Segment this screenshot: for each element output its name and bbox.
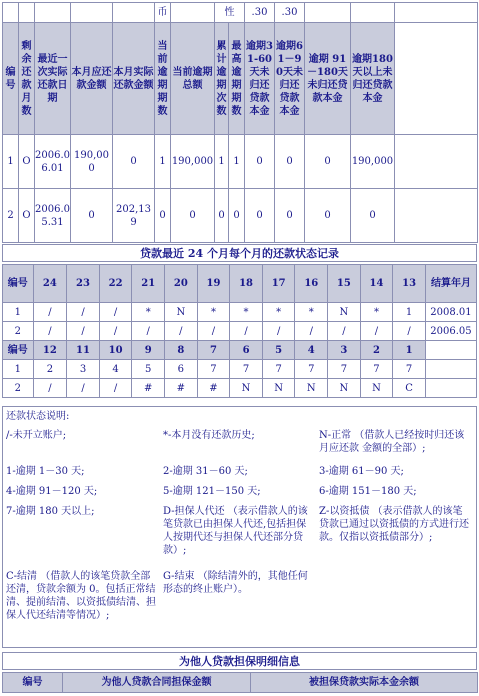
col-header: 9 bbox=[132, 341, 165, 360]
cell: N bbox=[262, 379, 295, 398]
cell: 0 bbox=[113, 135, 155, 189]
col-header: 累计逾期次数 bbox=[215, 23, 229, 135]
cell: / bbox=[393, 322, 426, 341]
cell: * bbox=[295, 303, 328, 322]
cell: 190,000 bbox=[171, 135, 215, 189]
col-header: 2 bbox=[360, 341, 393, 360]
col-header: 15 bbox=[328, 265, 361, 303]
overdue-header-row bbox=[3, 23, 478, 135]
col-header: 逾期61－90天未归还贷款本金 bbox=[275, 23, 305, 135]
legend-item: N-正常 （借款人已经按时归还该月应还款 金额的全部）; bbox=[319, 430, 465, 454]
cell: 2 bbox=[33, 360, 67, 379]
cell: 7 bbox=[262, 360, 295, 379]
col-header: 当前逾期期数 bbox=[155, 23, 171, 135]
col-header: 22 bbox=[99, 265, 132, 303]
col-header: 被担保贷款实际本金余额 bbox=[251, 673, 478, 693]
cell: / bbox=[33, 322, 67, 341]
cell: 2 bbox=[3, 189, 19, 243]
cell: / bbox=[33, 303, 67, 322]
col-header: 逾期 91－180天未归还贷款本金 bbox=[305, 23, 351, 135]
col-header: 为他人贷款合同担保金额 bbox=[63, 673, 251, 693]
cell: 2008.01 bbox=[425, 303, 476, 322]
col-header: 当前逾期总额 bbox=[171, 23, 215, 135]
col-header: 7 bbox=[197, 341, 230, 360]
legend-item: C-结清 （借款人的该笔贷款全部还清，贷款余额为 0。包括正常结清、提前结清、以资抵债结清、担保人代还结清等情况）; bbox=[6, 571, 156, 621]
strip-cell: .30 bbox=[245, 3, 275, 23]
cell: 0 bbox=[351, 189, 395, 243]
cell: 190,000 bbox=[71, 135, 113, 189]
legend-item: 4-逾期 91－120 天; bbox=[6, 486, 98, 497]
legend-item: 5-逾期 121－150 天; bbox=[163, 486, 261, 497]
cell: N bbox=[328, 379, 361, 398]
legend-item: Z-以资抵债 （表示借款人的该笔贷款已通过以资抵债的方式进行还款。仅指以资抵债部分）; bbox=[319, 506, 469, 543]
table-row bbox=[3, 303, 477, 322]
legend-title: 还款状态说明: bbox=[6, 411, 70, 422]
col-header: 本月实际还款金额 bbox=[113, 23, 155, 135]
col-header: 19 bbox=[197, 265, 230, 303]
cell: / bbox=[99, 322, 132, 341]
cell: * bbox=[197, 303, 230, 322]
guarantee-header-row bbox=[3, 673, 478, 693]
col-header: 20 bbox=[165, 265, 198, 303]
cell: 4 bbox=[99, 360, 132, 379]
top-strip-row bbox=[3, 3, 478, 23]
table-row bbox=[3, 379, 477, 398]
col-header: 21 bbox=[132, 265, 165, 303]
cell: * bbox=[262, 303, 295, 322]
cell: N bbox=[230, 379, 263, 398]
cell: / bbox=[165, 322, 198, 341]
cell: 190,000 bbox=[351, 135, 395, 189]
cell: 7 bbox=[197, 360, 230, 379]
cell: 0 bbox=[229, 189, 245, 243]
col-header: 16 bbox=[295, 265, 328, 303]
legend-item: 6-逾期 151－180 天; bbox=[319, 486, 417, 497]
table-row bbox=[3, 360, 477, 379]
cell: 3 bbox=[67, 360, 100, 379]
table-row bbox=[3, 189, 478, 243]
overdue-table bbox=[2, 2, 478, 243]
status-legend bbox=[2, 406, 477, 648]
cell: N bbox=[295, 379, 328, 398]
cell: 1 bbox=[3, 303, 34, 322]
col-header: 结算年月 bbox=[425, 265, 476, 303]
legend-item: G-结束 （除结清外的，其他任何形态的终止账户）。 bbox=[163, 571, 308, 595]
col-header: 编号 bbox=[3, 23, 19, 135]
col-header: 最近一次实际还款日期 bbox=[35, 23, 71, 135]
col-header: 8 bbox=[165, 341, 198, 360]
cell: 2006.06.01 bbox=[35, 135, 71, 189]
col-header: 6 bbox=[230, 341, 263, 360]
cell: / bbox=[295, 322, 328, 341]
cell: N bbox=[360, 379, 393, 398]
legend-item: *-本月没有还款历史; bbox=[163, 430, 255, 441]
cell: 0 bbox=[171, 189, 215, 243]
cell: * bbox=[132, 303, 165, 322]
col-header: 10 bbox=[99, 341, 132, 360]
cell: 6 bbox=[165, 360, 198, 379]
status-table bbox=[2, 264, 477, 398]
table-row bbox=[3, 322, 477, 341]
col-header: 编号 bbox=[3, 341, 34, 360]
cell: 1 bbox=[3, 360, 34, 379]
cell: 1 bbox=[155, 135, 171, 189]
cell: 7 bbox=[360, 360, 393, 379]
cell: # bbox=[197, 379, 230, 398]
cell: 202,139 bbox=[113, 189, 155, 243]
legend-item: 3-逾期 61－90 天; bbox=[319, 466, 404, 477]
strip-cell: .30 bbox=[275, 3, 305, 23]
cell: O bbox=[19, 189, 35, 243]
col-header: 23 bbox=[67, 265, 100, 303]
cell: 0 bbox=[305, 189, 351, 243]
cell: 0 bbox=[275, 135, 305, 189]
cell: # bbox=[165, 379, 198, 398]
col-header: 18 bbox=[230, 265, 263, 303]
status-header-row-2 bbox=[3, 341, 477, 360]
cell: / bbox=[197, 322, 230, 341]
cell: 7 bbox=[328, 360, 361, 379]
guarantee-section-title: 为他人贷款担保明细信息 bbox=[2, 652, 477, 670]
cell: 0 bbox=[245, 189, 275, 243]
cell: 0 bbox=[71, 189, 113, 243]
legend-item: 2-逾期 31－60 天; bbox=[163, 466, 248, 477]
cell: 2 bbox=[3, 322, 34, 341]
col-header: 编号 bbox=[3, 673, 63, 693]
strip-cell: 币 bbox=[155, 3, 171, 23]
legend-item: 1-逾期 1－30 天; bbox=[6, 466, 85, 477]
cell: 1 bbox=[229, 135, 245, 189]
col-header: 剩余还款月数 bbox=[19, 23, 35, 135]
cell: * bbox=[360, 303, 393, 322]
col-header: 4 bbox=[295, 341, 328, 360]
cell: N bbox=[328, 303, 361, 322]
cell: 1 bbox=[215, 135, 229, 189]
status-section-title: 贷款最近 24 个月每个月的还款状态记录 bbox=[2, 244, 477, 262]
col-header: 逾期31-60天未归还贷款本金 bbox=[245, 23, 275, 135]
col-header: 5 bbox=[262, 341, 295, 360]
cell: 1 bbox=[393, 303, 426, 322]
col-header: 14 bbox=[360, 265, 393, 303]
cell: 7 bbox=[295, 360, 328, 379]
cell: / bbox=[67, 303, 100, 322]
cell: / bbox=[262, 322, 295, 341]
col-header: 17 bbox=[262, 265, 295, 303]
cell: 2006.05.31 bbox=[35, 189, 71, 243]
cell: 0 bbox=[155, 189, 171, 243]
col-header: 编号 bbox=[3, 265, 34, 303]
legend-item: /-未开立账户; bbox=[6, 430, 67, 441]
cell: / bbox=[132, 322, 165, 341]
cell: / bbox=[33, 379, 67, 398]
col-header: 24 bbox=[33, 265, 67, 303]
col-header: 1 bbox=[393, 341, 426, 360]
cell: 0 bbox=[305, 135, 351, 189]
col-header: 本月应还款金额 bbox=[71, 23, 113, 135]
cell: 2 bbox=[3, 379, 34, 398]
cell: / bbox=[67, 379, 100, 398]
cell: / bbox=[230, 322, 263, 341]
col-header: 逾期180天以上未归还贷款本金 bbox=[351, 23, 395, 135]
cell: 2006.05 bbox=[425, 322, 476, 341]
col-header: 12 bbox=[33, 341, 67, 360]
cell: # bbox=[132, 379, 165, 398]
legend-item: D-担保人代还 （表示借款人的该笔贷款已由担保人代还,包括担保人按期代还与担保人代还部分贷款）; bbox=[163, 506, 308, 556]
cell: 7 bbox=[230, 360, 263, 379]
cell: C bbox=[393, 379, 426, 398]
cell: / bbox=[328, 322, 361, 341]
cell: * bbox=[230, 303, 263, 322]
cell: 1 bbox=[3, 135, 19, 189]
cell: 0 bbox=[245, 135, 275, 189]
status-header-row bbox=[3, 265, 477, 303]
cell: N bbox=[165, 303, 198, 322]
cell: / bbox=[67, 322, 100, 341]
col-header: 13 bbox=[393, 265, 426, 303]
legend-item: 7-逾期 180 天以上; bbox=[6, 506, 95, 517]
col-header: 3 bbox=[328, 341, 361, 360]
cell: 0 bbox=[215, 189, 229, 243]
strip-cell: 性 bbox=[215, 3, 245, 23]
col-header: 最高逾期期数 bbox=[229, 23, 245, 135]
col-header: 11 bbox=[67, 341, 100, 360]
cell: / bbox=[99, 303, 132, 322]
table-row bbox=[3, 135, 478, 189]
cell: O bbox=[19, 135, 35, 189]
guarantee-table bbox=[2, 672, 478, 693]
cell: 7 bbox=[393, 360, 426, 379]
cell: 5 bbox=[132, 360, 165, 379]
cell: / bbox=[99, 379, 132, 398]
cell: / bbox=[360, 322, 393, 341]
cell: 0 bbox=[275, 189, 305, 243]
